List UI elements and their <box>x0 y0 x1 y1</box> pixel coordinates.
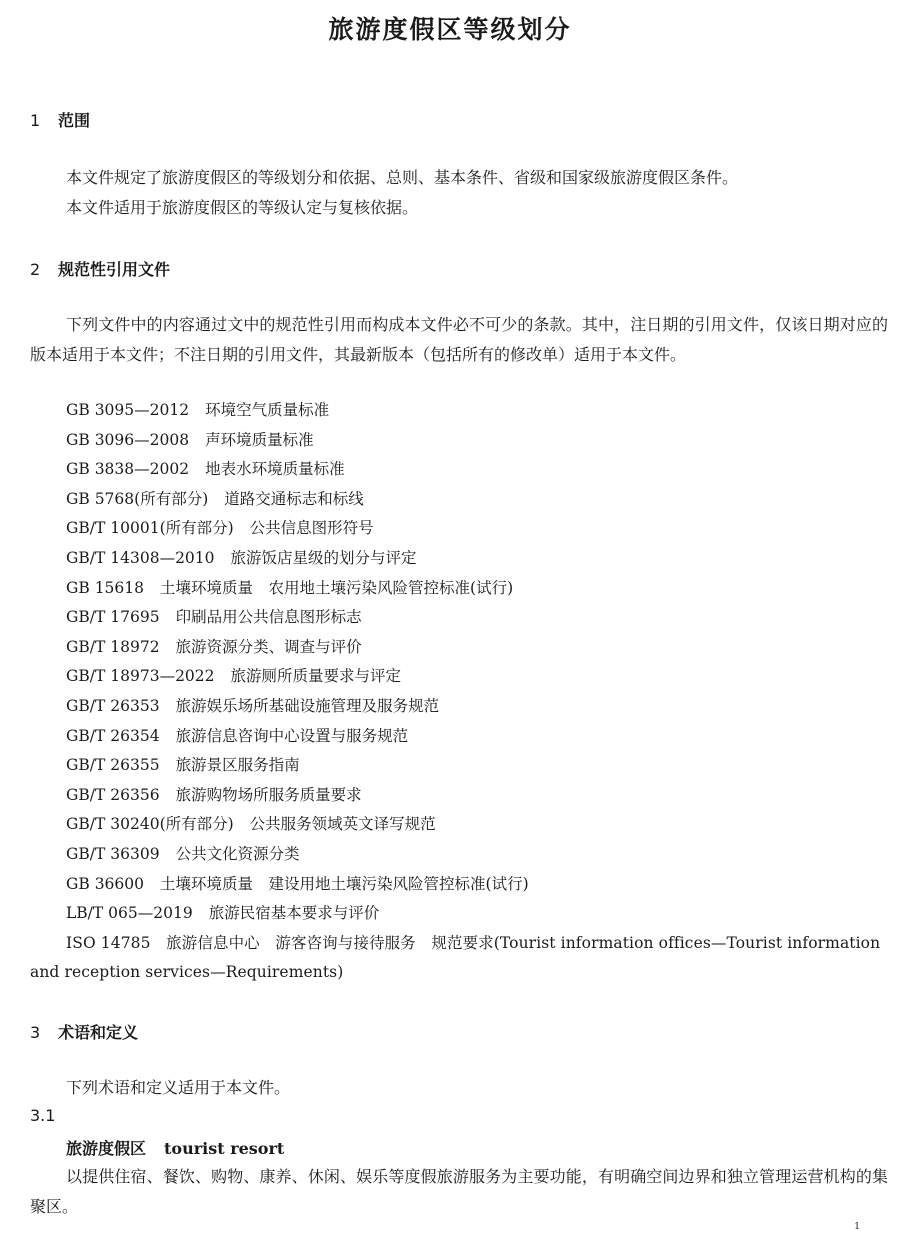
reference-item <box>30 781 890 811</box>
reference-item <box>30 485 890 515</box>
document-title: 旅游度假区等级划分 <box>328 15 572 44</box>
term-heading <box>66 1136 284 1159</box>
reference-title: 旅游信息咨询中心设置与服务规范 <box>175 726 409 745</box>
section-3-heading <box>30 1020 138 1043</box>
reference-item <box>30 840 890 870</box>
reference-item <box>30 426 890 456</box>
reference-title: 地表水环境质量标准 <box>205 460 345 479</box>
reference-item <box>30 662 890 692</box>
reference-title: 公共文化资源分类 <box>175 844 300 863</box>
reference-code: GB/T 26355 <box>66 756 160 775</box>
reference-code: GB 5768(所有部分) <box>66 489 209 508</box>
reference-title: 旅游民宿基本要求与评价 <box>208 904 380 923</box>
reference-code: GB/T 17695 <box>66 608 160 627</box>
reference-code: GB/T 18972 <box>66 637 160 656</box>
section-1-paragraph: 本文件适用于旅游度假区的等级认定与复核依据。 <box>66 198 419 217</box>
reference-title: 土壤环境质量 建设用地土壤污染风险管控标准(试行) <box>160 874 529 893</box>
reference-code: GB/T 10001(所有部分) <box>66 519 234 538</box>
section-3-intro: 下列术语和定义适用于本文件。 <box>66 1078 291 1097</box>
reference-list <box>30 396 890 988</box>
reference-item <box>30 722 890 752</box>
section-title: 术语和定义 <box>58 1023 139 1042</box>
reference-code: GB/T 18973—2022 <box>66 667 215 686</box>
reference-code: GB 36600 <box>66 874 145 893</box>
reference-item <box>30 574 890 604</box>
reference-title: 旅游景区服务指南 <box>175 756 300 775</box>
reference-item <box>30 810 890 840</box>
reference-item-iso: ISO 14785 旅游信息中心 游客咨询与接待服务 规范要求(Tourist information offices—Tourist information and reception services—Requirements) <box>30 933 881 982</box>
reference-title: 环境空气质量标准 <box>205 401 330 419</box>
clause-number: 3.1 <box>30 1106 56 1125</box>
reference-item <box>30 899 890 929</box>
reference-title: 公共服务领域英文译写规范 <box>249 815 436 834</box>
section-title: 规范性引用文件 <box>58 260 171 279</box>
reference-title: 土壤环境质量 农用地土壤污染风险管控标准(试行) <box>160 578 514 597</box>
reference-item <box>30 603 890 633</box>
reference-title: 道路交通标志和标线 <box>224 489 364 508</box>
term-english: tourist resort <box>164 1139 285 1158</box>
reference-title: 公共信息图形符号 <box>249 519 374 538</box>
reference-item <box>30 633 890 663</box>
section-number: 3 <box>30 1023 41 1042</box>
reference-title: 印刷品用公共信息图形标志 <box>175 608 362 627</box>
section-2-heading <box>30 257 170 280</box>
section-2-intro: 下列文件中的内容通过文中的规范性引用而构成本文件必不可少的条款。其中，注日期的引用文件，仅该日期对应的版本适用于本文件；不注日期的引用文件，其最新版本（包括所有的修改单）适用于本文件。 <box>30 315 888 364</box>
reference-code: GB 3838—2002 <box>66 460 190 479</box>
reference-item <box>30 396 890 426</box>
reference-title: 旅游资源分类、调查与评价 <box>175 637 362 656</box>
reference-code: GB/T 30240(所有部分) <box>66 815 234 834</box>
section-1-paragraph: 本文件规定了旅游度假区的等级划分和依据、总则、基本条件、省级和国家级旅游度假区条件。 <box>66 168 739 187</box>
reference-title: 声环境质量标准 <box>205 430 314 449</box>
reference-code: GB 3096—2008 <box>66 430 190 449</box>
reference-item <box>30 544 890 574</box>
page-number: 1 <box>854 1222 860 1232</box>
reference-title: 旅游购物场所服务质量要求 <box>175 785 362 804</box>
reference-item <box>30 692 890 722</box>
section-number: 2 <box>30 260 41 279</box>
reference-item <box>30 514 890 544</box>
reference-item <box>30 455 890 485</box>
reference-code: LB/T 065—2019 <box>66 904 193 923</box>
section-title: 范围 <box>58 111 91 130</box>
reference-item <box>30 870 890 900</box>
reference-code: GB/T 26354 <box>66 726 160 745</box>
reference-code: GB/T 26353 <box>66 696 160 715</box>
reference-title: 旅游娱乐场所基础设施管理及服务规范 <box>175 696 440 715</box>
section-number: 1 <box>30 111 41 130</box>
reference-code: GB/T 14308—2010 <box>66 548 215 567</box>
reference-title: 旅游饭店星级的划分与评定 <box>230 548 417 567</box>
term-chinese: 旅游度假区 <box>66 1139 147 1158</box>
term-definition: 以提供住宿、餐饮、购物、康养、休闲、娱乐等度假旅游服务为主要功能，有明确空间边界和独立管理运营机构的集聚区。 <box>30 1167 888 1216</box>
reference-item <box>30 751 890 781</box>
reference-code: GB 15618 <box>66 578 145 597</box>
reference-code: GB 3095—2012 <box>66 401 190 419</box>
reference-title: 旅游厕所质量要求与评定 <box>230 667 402 686</box>
section-1-heading <box>30 108 90 131</box>
reference-code: GB/T 26356 <box>66 785 160 804</box>
reference-code: GB/T 36309 <box>66 844 160 863</box>
